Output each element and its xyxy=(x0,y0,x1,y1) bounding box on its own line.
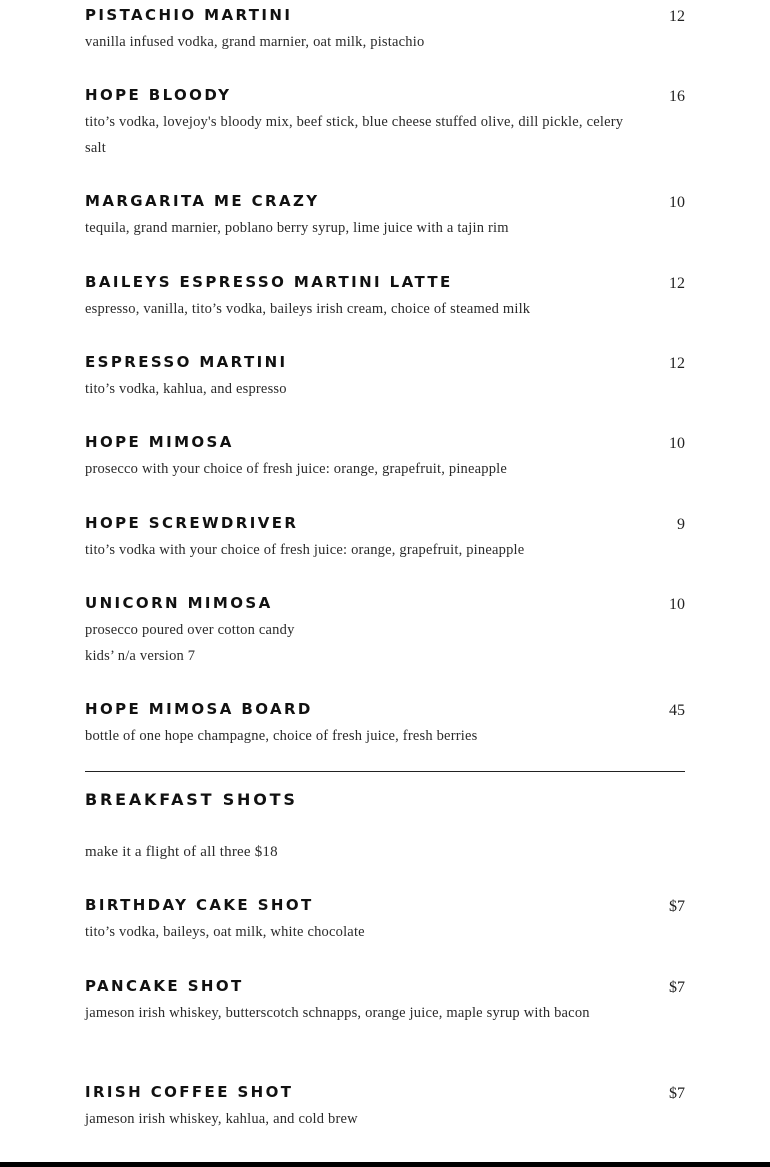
item-description: prosecco with your choice of fresh juice: orange, grapefruit, pineapple xyxy=(85,461,508,477)
item-name: PANCAKE SHOT xyxy=(85,977,244,995)
item-description: jameson irish whiskey, butterscotch schnapps, orange juice, maple syrup with bacon xyxy=(85,1005,590,1021)
item-description: jameson irish whiskey, kahlua, and cold brew xyxy=(85,1111,358,1127)
footer-bar xyxy=(0,1162,770,1167)
item-price: 9 xyxy=(677,516,685,533)
item-description: tito’s vodka, kahlua, and espresso xyxy=(85,381,287,397)
item-description: espresso, vanilla, tito’s vodka, baileys irish cream, choice of steamed milk xyxy=(85,301,531,317)
item-price: 45 xyxy=(669,702,685,719)
item-price: 12 xyxy=(669,8,685,25)
section-divider xyxy=(85,771,685,772)
item-name: HOPE BLOODY xyxy=(85,86,232,104)
item-price: $7 xyxy=(669,1085,685,1102)
item-description: bottle of one hope champagne, choice of fresh juice, fresh berries xyxy=(85,728,478,744)
item-name: IRISH COFFEE SHOT xyxy=(85,1083,294,1101)
item-price: 10 xyxy=(669,435,685,452)
item-name: UNICORN MIMOSA xyxy=(85,594,273,612)
item-description: tequila, grand marnier, poblano berry syrup, lime juice with a tajin rim xyxy=(85,220,509,236)
item-price: $7 xyxy=(669,898,685,915)
item-description: tito’s vodka with your choice of fresh juice: orange, grapefruit, pineapple xyxy=(85,542,525,558)
item-name: PISTACHIO MARTINI xyxy=(85,6,293,24)
item-description: vanilla infused vodka, grand marnier, oat milk, pistachio xyxy=(85,34,425,50)
item-description: tito’s vodka, lovejoy's bloody mix, beef stick, blue cheese stuffed olive, dill pickle, celery salt xyxy=(85,114,624,156)
item-description: tito’s vodka, baileys, oat milk, white chocolate xyxy=(85,924,365,940)
item-price: 10 xyxy=(669,596,685,613)
item-name: HOPE MIMOSA BOARD xyxy=(85,700,313,718)
section-note: make it a flight of all three $18 xyxy=(85,844,278,860)
item-description: prosecco poured over cotton candy xyxy=(85,622,295,638)
item-name: MARGARITA ME CRAZY xyxy=(85,192,320,210)
item-name: BIRTHDAY CAKE SHOT xyxy=(85,896,314,914)
item-name: BAILEYS ESPRESSO MARTINI LATTE xyxy=(85,273,453,291)
item-name: ESPRESSO MARTINI xyxy=(85,353,288,371)
item-name: HOPE MIMOSA xyxy=(85,433,234,451)
section-title: BREAKFAST SHOTS xyxy=(85,790,298,809)
item-price: 16 xyxy=(669,88,685,105)
item-name: HOPE SCREWDRIVER xyxy=(85,514,299,532)
item-price: 12 xyxy=(669,275,685,292)
item-price: 10 xyxy=(669,194,685,211)
item-price: 12 xyxy=(669,355,685,372)
item-kids-version: kids’ n/a version 7 xyxy=(85,648,196,664)
item-price: $7 xyxy=(669,979,685,996)
